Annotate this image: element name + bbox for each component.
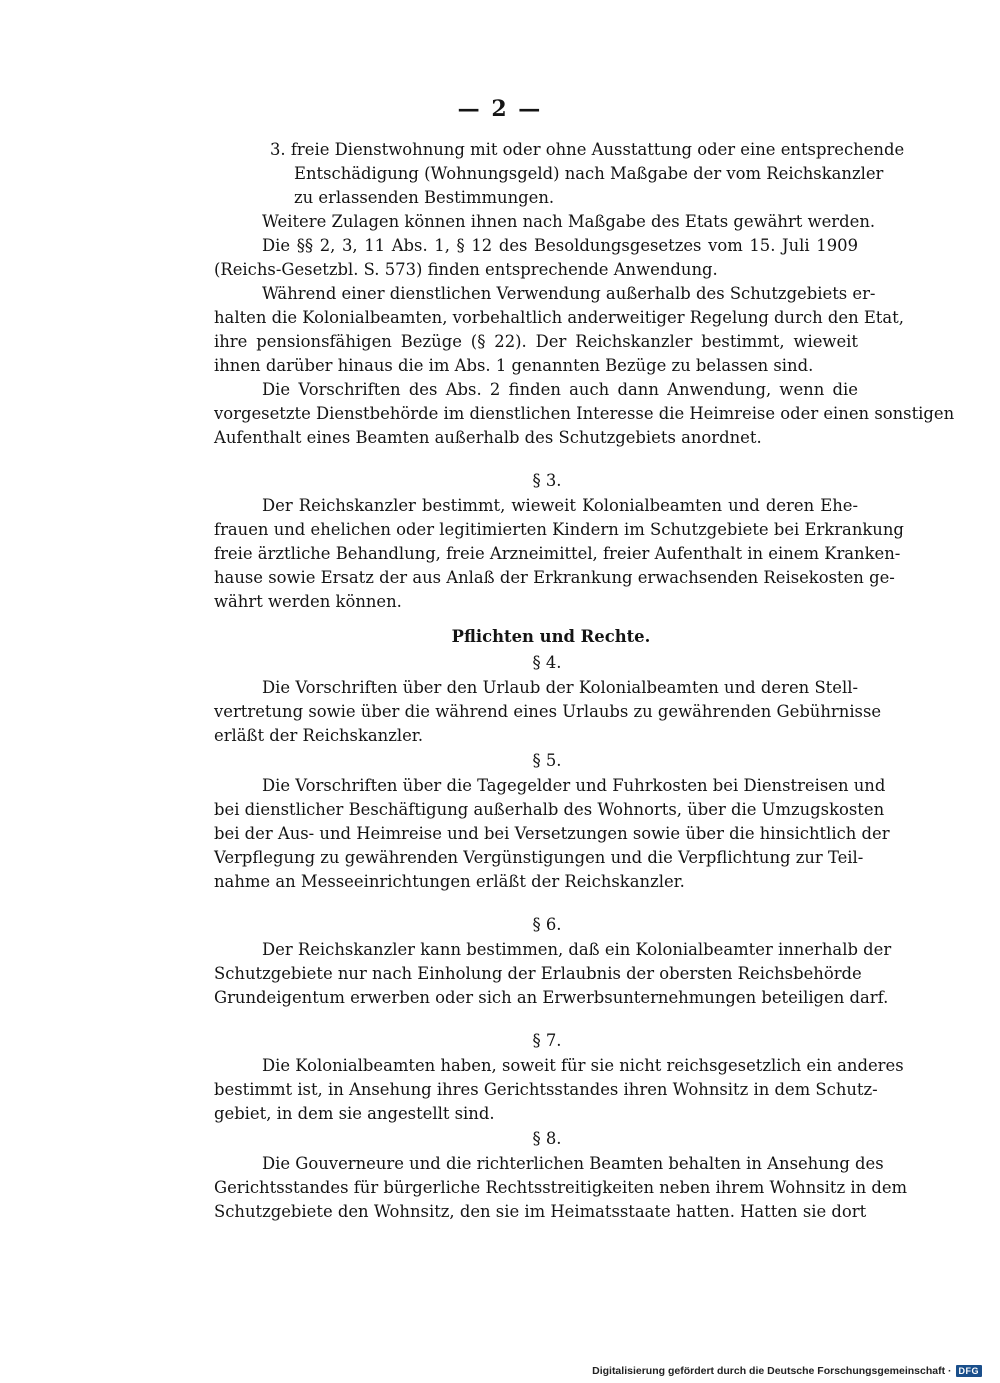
- section-7-line: Die Kolonialbeamten haben, soweit für sie nicht reichsgesetzlich ein anderes: [262, 1056, 904, 1075]
- section-5-line: bei der Aus- und Heimreise und bei Versetzungen sowie über die hinsichtlich der: [214, 824, 890, 843]
- section-4-line: vertretung sowie über die während eines Urlaubs zu gewährenden Gebührnisse: [214, 702, 882, 721]
- section-6-line: Schutzgebiete nur nach Einholung der Erlaubnis der obersten Reichsbehörde: [214, 964, 862, 983]
- item-3-line: 3. freie Dienstwohnung mit oder ohne Ausstattung oder eine entsprechende: [270, 140, 905, 159]
- section-7-line: gebiet, in dem sie angestellt sind.: [214, 1104, 495, 1123]
- section-3-line: hause sowie Ersatz der aus Anlaß der Erkrankung erwachsenden Reisekosten ge-: [214, 568, 895, 587]
- section-3-line: frauen und ehelichen oder legitimierten Kindern im Schutzgebiete bei Erkrankung: [214, 520, 904, 539]
- section-title-6: § 6.: [532, 915, 562, 934]
- footer-text: Digitalisierung gefördert durch die Deutsche Forschungsgemeinschaft ·: [592, 1365, 952, 1377]
- section-6-line: Grundeigentum erwerben oder sich an Erwerbsunternehmungen beteiligen darf.: [214, 988, 889, 1007]
- section-5-line: Die Vorschriften über die Tagegelder und Fuhrkosten bei Dienstreisen und: [262, 776, 886, 795]
- body-text: [214, 138, 955, 1224]
- section-5-line: nahme an Messeeinrichtungen erläßt der Reichskanzler.: [214, 872, 685, 891]
- paragraph-line: Weitere Zulagen können ihnen nach Maßgabe des Etats gewährt werden.: [262, 212, 876, 231]
- paragraph-line: (Reichs-Gesetzbl. S. 573) finden entsprechende Anwendung.: [214, 260, 718, 279]
- dfg-logo: DFG: [956, 1365, 983, 1377]
- section-7-line: bestimmt ist, in Ansehung ihres Gerichtsstandes ihren Wohnsitz in dem Schutz-: [214, 1080, 878, 1099]
- section-4-line: Die Vorschriften über den Urlaub der Kolonialbeamten und deren Stell-: [262, 678, 858, 697]
- digitization-footer: [592, 1365, 982, 1377]
- paragraph-line: vorgesetzte Dienstbehörde im dienstlichen Interesse die Heimreise oder einen sonstigen: [214, 404, 955, 423]
- section-3-line: Der Reichskanzler bestimmt, wieweit Kolonialbeamten und deren Ehe-: [262, 496, 858, 515]
- section-title-3: § 3.: [532, 471, 562, 490]
- section-3-line: freie ärztliche Behandlung, freie Arzneimittel, freier Aufenthalt in einem Kranken-: [214, 544, 901, 563]
- chapter-heading: Pflichten und Rechte.: [451, 627, 651, 646]
- item-3-line: Entschädigung (Wohnungsgeld) nach Maßgabe der vom Reichskanzler: [294, 164, 884, 183]
- section-8-line: Die Gouverneure und die richterlichen Beamten behalten in Ansehung des: [262, 1154, 884, 1173]
- section-8-line: Schutzgebiete den Wohnsitz, den sie im Heimatsstaate hatten. Hatten sie dort: [214, 1202, 867, 1221]
- item-3-line: zu erlassenden Bestimmungen.: [294, 188, 555, 207]
- paragraph-line: Die Vorschriften des Abs. 2 finden auch dann Anwendung, wenn die: [262, 380, 858, 399]
- section-5-line: Verpflegung zu gewährenden Vergünstigungen und die Verpflichtung zur Teil-: [214, 848, 864, 867]
- section-8-line: Gerichtsstandes für bürgerliche Rechtsstreitigkeiten neben ihrem Wohnsitz in dem: [214, 1178, 908, 1197]
- paragraph-line: Aufenthalt eines Beamten außerhalb des Schutzgebiets anordnet.: [214, 428, 762, 447]
- paragraph-line: Während einer dienstlichen Verwendung außerhalb des Schutzgebiets er-: [262, 284, 876, 303]
- section-3-line: währt werden können.: [214, 592, 402, 611]
- paragraph-line: halten die Kolonialbeamten, vorbehaltlich anderweitiger Regelung durch den Etat,: [214, 308, 904, 327]
- section-6-line: Der Reichskanzler kann bestimmen, daß ein Kolonialbeamter innerhalb der: [262, 940, 892, 959]
- paragraph-line: ihre pensionsfähigen Bezüge (§ 22). Der Reichskanzler bestimmt, wieweit: [214, 332, 858, 351]
- section-title-7: § 7.: [532, 1031, 562, 1050]
- section-title-4: § 4.: [532, 653, 562, 672]
- section-4-line: erläßt der Reichskanzler.: [214, 726, 424, 745]
- paragraph-line: ihnen darüber hinaus die im Abs. 1 genannten Bezüge zu belassen sind.: [214, 356, 814, 375]
- section-title-8: § 8.: [532, 1129, 562, 1148]
- section-5-line: bei dienstlicher Beschäftigung außerhalb des Wohnorts, über die Umzugskosten: [214, 800, 885, 819]
- section-title-5: § 5.: [532, 751, 562, 770]
- paragraph-line: Die §§ 2, 3, 11 Abs. 1, § 12 des Besoldungsgesetzes vom 15. Juli 1909: [262, 236, 858, 255]
- page-number: — 2 —: [457, 96, 543, 122]
